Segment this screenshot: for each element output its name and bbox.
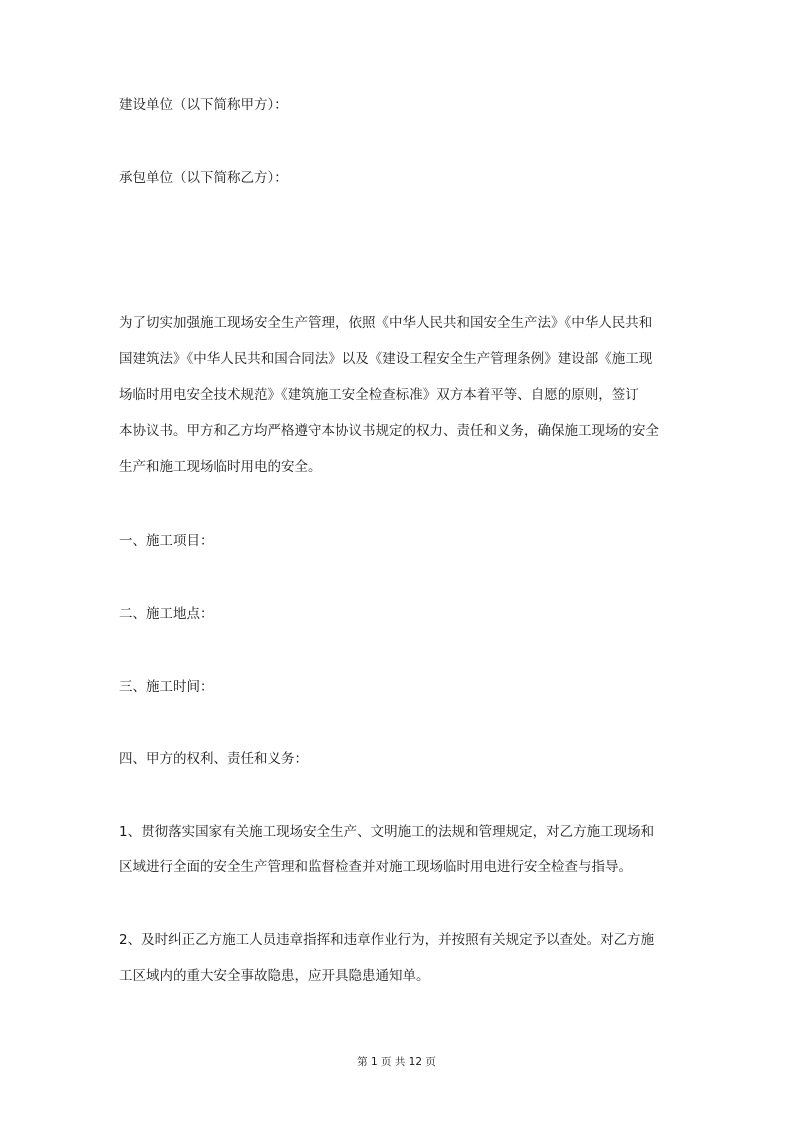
intro-line-5: 生产和施工现场临时用电的安全。 — [119, 459, 322, 475]
intro-line-4: 本协议书。甲方和乙方均严格遵守本协议书规定的权力、责任和义务，确保施工现场的安全 — [119, 423, 659, 439]
section-heading-project: 一、施工项目： — [119, 533, 214, 549]
item1-line-2: 区域进行全面的安全生产管理和监督检查并对施工现场临时用电进行安全检查与指导。 — [119, 859, 632, 875]
party-b-line: 承包单位（以下简称乙方）： — [119, 170, 288, 186]
item2-line-2: 工区域内的重大安全事故隐患，应开具隐患通知单。 — [119, 968, 430, 984]
intro-line-2: 国建筑法》《中华人民共和国合同法》以及《建设工程安全生产管理条例》建设部《施工现 — [119, 351, 653, 367]
intro-line-3: 场临时用电安全技术规范》《建筑施工安全检查标准》双方本着平等、自愿的原则，签订 — [119, 387, 639, 403]
page-number-footer: 第 1 页 共 12 页 — [357, 1056, 436, 1068]
section-heading-party-a-duties: 四、甲方的权利、责任和义务： — [119, 751, 308, 767]
intro-line-1: 为了切实加强施工现场安全生产管理，依照《中华人民共和国安全生产法》《中华人民共和 — [119, 315, 653, 331]
item1-line-1: 1、贯彻落实国家有关施工现场安全生产、文明施工的法规和管理规定，对乙方施工现场和 — [119, 824, 655, 840]
item2-line-1: 2、及时纠正乙方施工人员违章指挥和违章作业行为，并按照有关规定予以查处。对乙方施 — [119, 932, 655, 948]
section-heading-location: 二、施工地点： — [119, 606, 214, 622]
party-a-line: 建设单位（以下简称甲方）： — [119, 97, 288, 113]
section-heading-time: 三、施工时间： — [119, 679, 214, 695]
